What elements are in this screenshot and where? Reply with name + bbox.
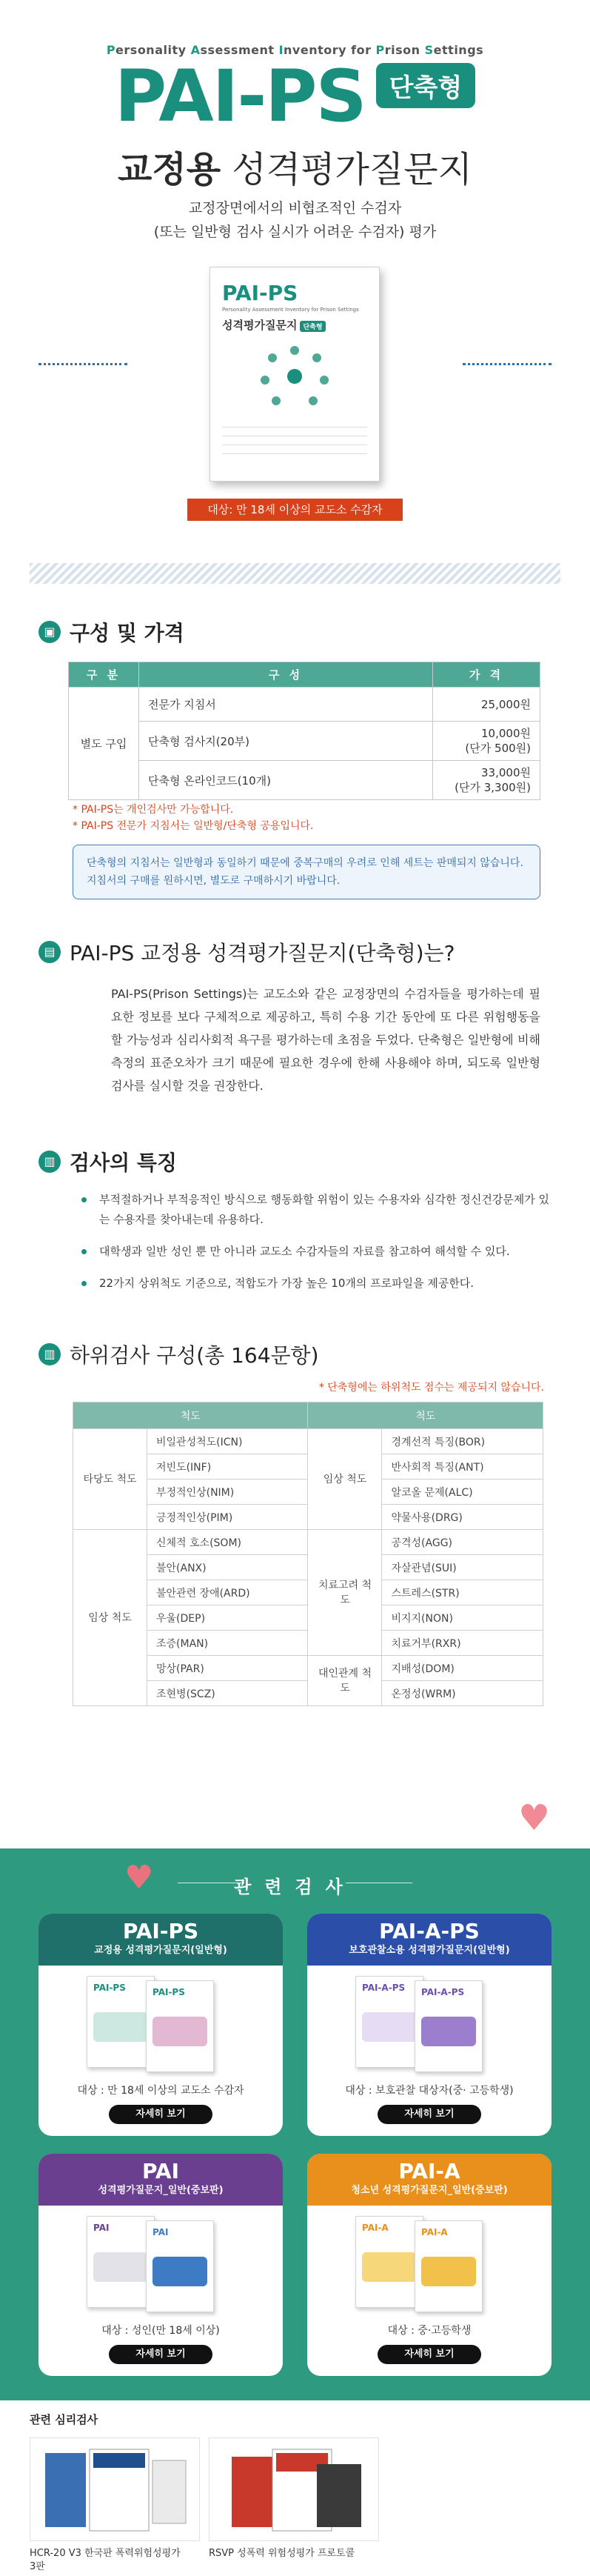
related-card-pai[interactable] [38,2154,283,2376]
scale-cell: 스트레스(STR) [382,1580,543,1605]
thumb-title: PAI [152,2227,169,2237]
book-title: PAI-PS [222,281,298,305]
sub-word: rison [384,43,425,57]
header-cell: 척도 [308,1402,543,1429]
thumb-title: PAI [93,2223,110,2233]
card-image [307,2206,552,2317]
scale-cell: 자살관념(SUI) [382,1555,543,1580]
unit-price: (단가 500원) [465,742,531,755]
price-cell [433,761,540,800]
subtest-note: * 단축형에는 하위척도 점수는 제공되지 않습니다. [318,1382,544,1394]
scale-cell: 불안(ANX) [147,1555,308,1580]
card-header [307,1914,552,1966]
group-cell: 별도 구입 [69,688,139,800]
unit-price: (단가 3,300원) [455,781,531,794]
item-cell: 전문가 지침서 [139,688,433,722]
book-thumbnail [355,1976,423,2068]
card-subtitle: 성격평가질문지_일반(중보판) [98,2185,224,2196]
hero-title: PAI-PS [114,55,366,138]
card-header [38,2154,283,2206]
scale-cell: 비일관성척도(ICN) [147,1429,308,1454]
card-header [38,1914,283,1966]
book-icon: ▤ [38,941,61,963]
section-title: 검사의 특징 [70,1151,177,1175]
group-cell: 임상 척도 [73,1530,147,1706]
card-subtitle: 보호관찰소용 성격평가질문지(일반형) [349,1945,510,1956]
hero-desc-line: 교정장면에서의 비협조적인 수검자 [188,200,402,216]
table-row [73,1429,543,1454]
hero-desc-line: (또는 일반형 검사 실시가 어려운 수검자) 평가 [153,224,437,240]
related-test-label[interactable] [30,2547,181,2574]
heart-icon: ♥ [518,1797,551,1839]
detail-button[interactable]: 자세히 보기 [378,2345,481,2364]
bar-chart-icon: ▥ [38,1151,61,1173]
section-title: 하위검사 구성(총 164문항) [70,1343,319,1368]
related-card-pai-ps[interactable] [38,1914,283,2136]
header-cell: 구 성 [139,662,433,688]
list-item: 부적절하거나 부적응적인 방식으로 행동화할 위험이 있는 수용자와 심각한 정신건강문제가 있는 수용자를 찾아내는데 유용하다. [80,1190,554,1230]
card-target: 대상 : 만 18세 이상의 교도소 수감자 [77,2085,244,2097]
card-subtitle: 청소년 성격평가질문지_일반(중보판) [351,2185,508,2196]
circle-icons-graphic [247,343,343,410]
scale-cell: 약물사용(DRG) [382,1505,543,1530]
price-table [68,662,540,800]
scale-cell: 부정적인상(NIM) [147,1480,308,1505]
price-cell [433,688,540,722]
scale-cell: 저빈도(INF) [147,1454,308,1480]
sub-word: ersonality [115,43,191,57]
card-image [307,1966,552,2077]
book-korean [222,317,367,333]
card-image [38,1966,283,2077]
card-title: PAI-PS [122,1919,199,1943]
hero-korean-rest: 성격평가질문지 [221,149,472,190]
hatch-divider [30,563,560,584]
section-heading-composition [38,617,184,647]
info-line: 지침서의 구매를 원하시면, 별도로 구매하시기 바랍니다. [87,875,341,887]
detail-button[interactable]: 자세히 보기 [378,2105,481,2124]
sub-word: ettings [433,43,484,57]
scale-cell: 온정성(WRM) [382,1681,543,1706]
book-korean-text: 성격평가질문지 [222,319,298,332]
price-value: 25,000원 [481,697,531,711]
product-book-image [209,267,380,482]
detail-button[interactable]: 자세히 보기 [109,2105,212,2124]
box-icon: ▣ [38,621,61,643]
price-notes [73,802,313,834]
scale-cell: 비지지(NON) [382,1605,543,1631]
thumb-title: PAI-A [421,2227,448,2237]
header-cell: 척도 [73,1402,308,1429]
related-test-label[interactable] [209,2547,355,2560]
sub-letter: S [424,43,434,57]
table-row [69,688,540,722]
sub-letter: I [278,43,284,57]
rsvp-thumbnail [209,2438,380,2542]
card-target: 대상 : 성인(만 18세 이상) [101,2325,220,2337]
card-title: PAI-A [398,2159,460,2183]
book-english: Personality Assessment Inventory for Prison Settings [222,307,359,313]
thumb-title: PAI-PS [93,1983,126,1993]
book-tag: 단축형 [300,321,325,332]
book-thumbnail [355,2216,423,2308]
hero-badge: 단축형 [376,63,476,108]
scale-cell: 불안관련 장애(ARD) [147,1580,308,1605]
hero-title-row [0,55,590,138]
related-tests-title: 관련 심리검사 [30,2413,98,2426]
related-section [0,1848,590,2400]
hero-description [0,196,590,244]
note-line: * PAI-PS 전문가 지침서는 일반형/단축형 공용입니다. [73,820,314,832]
book-circle-graphic [247,343,343,410]
hcr20-thumbnail [30,2438,201,2542]
related-test-rsvp[interactable] [209,2437,379,2541]
group-cell: 대인관계 척도 [308,1656,382,1706]
list-item: 22가지 상위척도 기준으로, 적합도가 가장 높은 10개의 프로파일을 제공한다. [80,1274,554,1294]
section-title: PAI-PS 교정용 성격평가질문지(단축형)는? [70,941,455,965]
note-line: * PAI-PS는 개인검사만 가능합니다. [73,804,234,816]
card-image [38,2206,283,2317]
scale-cell: 알코올 문제(ALC) [382,1480,543,1505]
sub-letter: P [106,43,116,57]
card-title: PAI [141,2159,180,2183]
label-line: 3판 [30,2561,45,2572]
detail-button[interactable]: 자세히 보기 [109,2345,212,2364]
thumb-title: PAI-A-PS [362,1983,406,1993]
header-cell: 구 분 [69,662,139,688]
section-heading-features [38,1147,177,1176]
card-subtitle: 교정용 성격평가질문지(일반형) [94,1945,227,1956]
group-cell: 임상 척도 [308,1429,382,1530]
book-thumbnail [415,1980,483,2072]
section-heading-subtests [38,1339,319,1369]
scale-cell: 망상(PAR) [147,1656,308,1681]
book-thumbnail [87,1976,155,2068]
label-line: RSVP 성폭력 위험성평가 프로토콜 [209,2548,355,2559]
section-heading-about [38,937,455,967]
hero-korean-bold: 교정용 [118,149,221,190]
scale-cell: 치료거부(RXR) [382,1631,543,1656]
related-card-pai-a-ps[interactable] [307,1914,552,2136]
card-header [307,2154,552,2206]
section-title: 구성 및 가격 [70,621,184,645]
target-banner: 대상: 만 18세 이상의 교도소 수감자 [187,499,403,521]
list-item: 대학생과 일반 성인 뿐 만 아니라 교도소 수감자들의 자료를 참고하여 해석할 수 있다. [80,1242,554,1262]
group-cell: 타당도 척도 [73,1429,147,1530]
price-cell [433,722,540,761]
item-cell: 단축형 온라인코드(10개) [139,761,433,800]
bar-chart-icon: ▥ [38,1343,61,1365]
related-test-hcr20[interactable] [30,2437,200,2541]
related-card-pai-a[interactable] [307,2154,552,2376]
scale-cell: 공격성(AGG) [382,1530,543,1555]
book-thumbnail [146,2220,214,2312]
scale-cell: 긍정적인상(PIM) [147,1505,308,1530]
table-row [73,1530,543,1555]
hero-korean-title [0,141,590,192]
label-line: HCR-20 V3 한국판 폭력위험성평가 [30,2548,181,2559]
scale-cell: 조증(MAN) [147,1631,308,1656]
dotted-divider-left [38,363,127,365]
book-thumbnail [146,1980,214,2072]
card-target: 대상 : 보호관찰 대상자(중· 고등학생) [345,2085,514,2097]
related-title: 관련검사 [234,1877,356,1897]
scale-cell: 신체적 호소(SOM) [147,1530,308,1555]
table-header-row [69,662,540,688]
feature-list [80,1190,554,1305]
price-value: 33,000원 [481,766,531,779]
book-form-lines [222,423,367,454]
subtest-table [73,1402,543,1706]
sub-letter: P [375,43,385,57]
header-cell: 가 격 [433,662,540,688]
sub-word: ssessment [200,43,279,57]
card-title: PAI-A-PS [379,1919,480,1943]
table-row [69,761,540,800]
table-row [69,722,540,761]
group-cell: 치료고려 척도 [308,1530,382,1656]
info-box [73,845,540,899]
sub-letter: A [190,43,201,57]
price-value: 10,000원 [481,727,531,740]
sub-word: nventory for [284,43,376,57]
book-thumbnail [415,2220,483,2312]
scale-cell: 경계선적 특징(BOR) [382,1429,543,1454]
table-header-row [73,1402,543,1429]
item-cell: 단축형 검사지(20부) [139,722,433,761]
heart-icon: ♥ [124,1859,154,1897]
book-thumbnail [87,2216,155,2308]
scale-cell: 조현병(SCZ) [147,1681,308,1706]
info-line: 단축형의 지침서는 일반형과 동일하기 때문에 중복구매의 우려로 인해 세트는 판매되지 않습니다. [87,857,523,869]
scale-cell: 우울(DEP) [147,1605,308,1631]
thumb-title: PAI-PS [152,1987,185,1997]
thumb-title: PAI-A [362,2223,389,2233]
card-target: 대상 : 중·고등학생 [387,2325,472,2337]
scale-cell: 지배성(DOM) [382,1656,543,1681]
scale-cell: 반사회적 특징(ANT) [382,1454,543,1480]
about-paragraph: PAI-PS(Prison Settings)는 교도소와 같은 교정장면의 수검자들을 평가하는데 필요한 정보를 보다 구체적으로 제공하고, 특히 수용 기간 동안에 또 다른 위험행동을 할 가능성과 심리사회적 욕구를 평가하는데 초점을 두었다. 단축형은 일반형에 비해 측정의 표준오차가 크기 때문에 필요한 경우에 한해 사용해야 하며, 되도록 일반형 검사를 실시할 것을 권장한다. [111,987,540,1093]
thumb-title: PAI-A-PS [421,1987,465,1997]
dotted-divider-right [463,363,552,365]
hero-section [0,0,590,541]
